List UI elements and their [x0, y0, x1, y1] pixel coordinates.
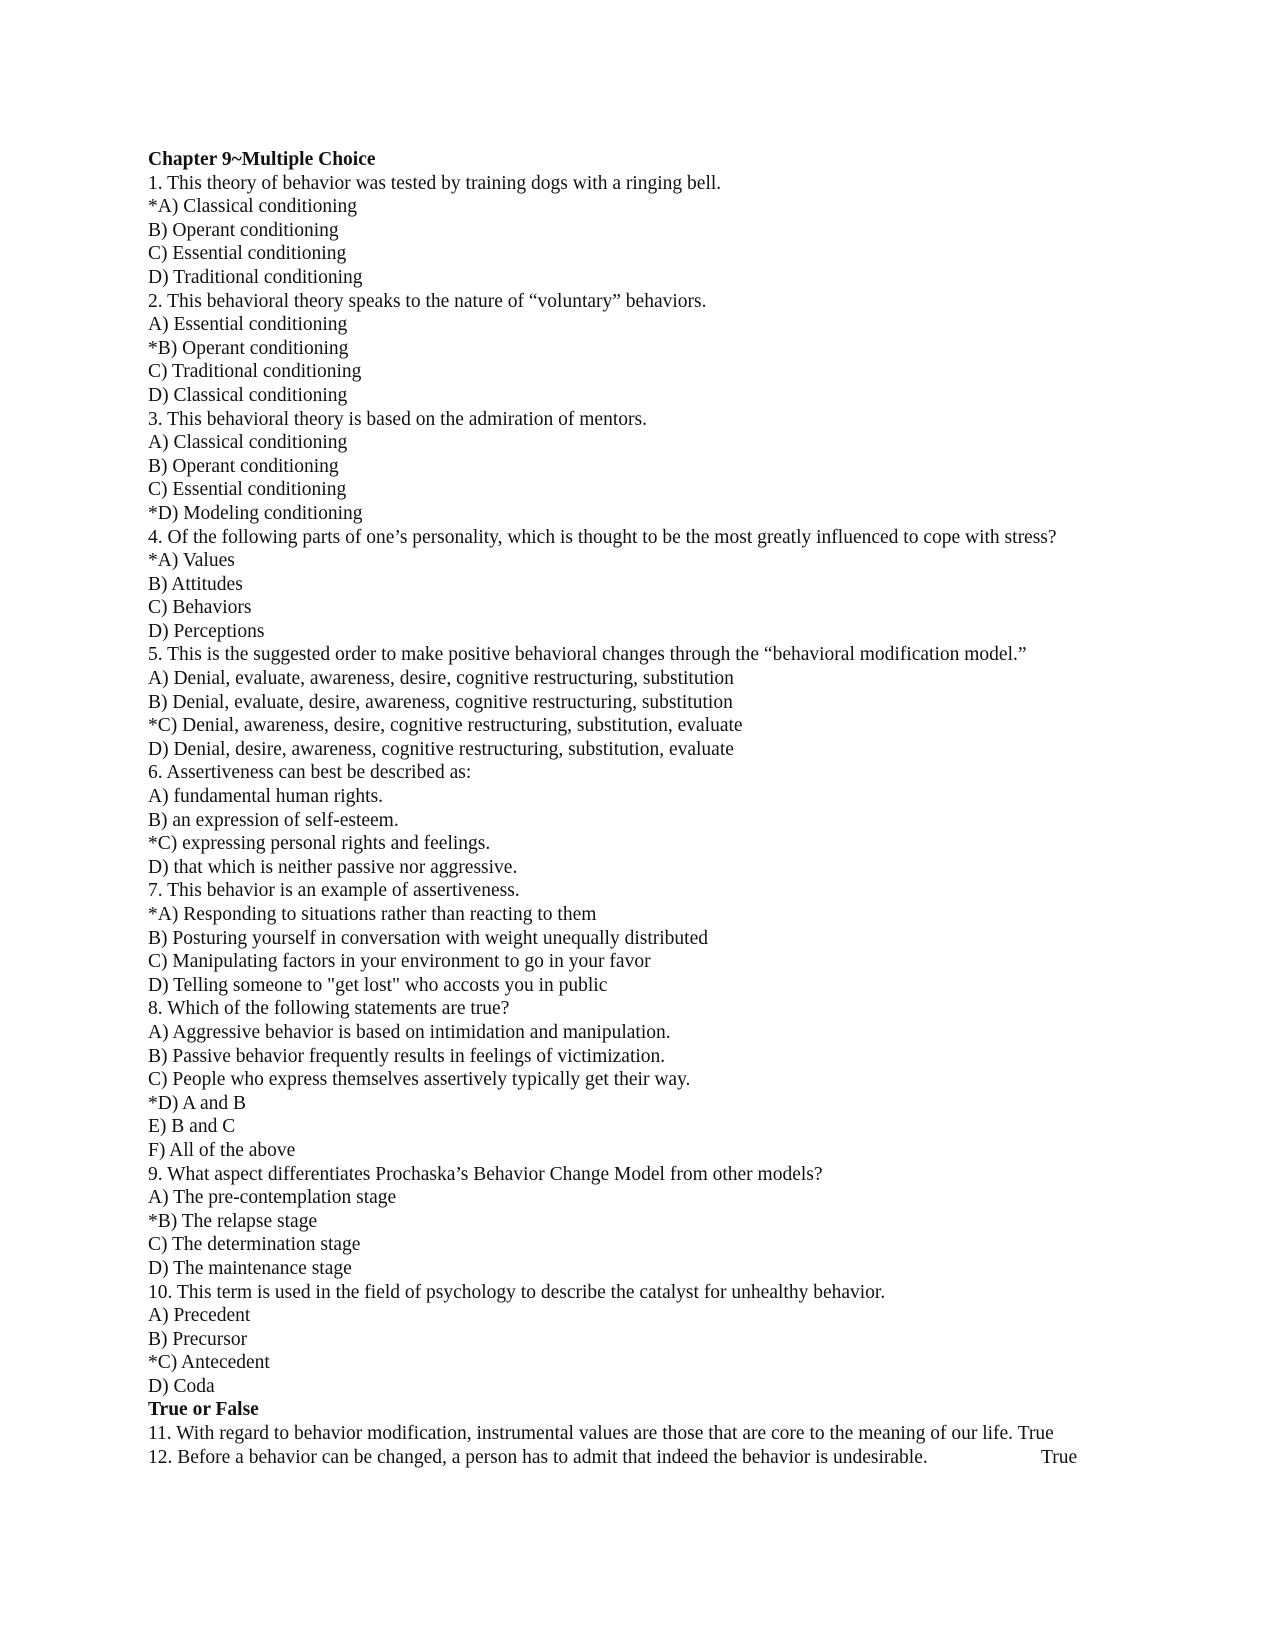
question-stem: 5. This is the suggested order to make positive behavioral changes through the “behavioral modification model.” — [148, 644, 1027, 666]
question-stem: 6. Assertiveness can best be described as: — [148, 762, 472, 784]
answer-option: B) Operant conditioning — [148, 219, 339, 241]
answer-option: C) People who express themselves assertively typically get their way. — [148, 1069, 691, 1091]
question-block — [148, 1163, 1238, 1281]
document-body — [148, 148, 1238, 1469]
answer-option: *A) Responding to situations rather than reacting to them — [148, 904, 597, 925]
answer-option: D) Classical conditioning — [148, 384, 348, 406]
question-block — [148, 997, 1238, 1162]
answer-option: B) an expression of self-esteem. — [148, 809, 399, 831]
answer-option: *D) A and B — [148, 1092, 247, 1114]
answer-option: B) Attitudes — [148, 573, 243, 595]
question-stem: 8. Which of the following statements are true? — [148, 998, 510, 1020]
answer-option: D) that which is neither passive nor aggressive. — [148, 856, 518, 878]
answer-option: D) Telling someone to "get lost" who accosts you in public — [148, 974, 608, 996]
answer-option: A) The pre-contemplation stage — [148, 1187, 397, 1209]
question-block — [148, 643, 1238, 761]
answer-option: D) Perceptions — [148, 620, 265, 642]
answer-option: *D) Modeling conditioning — [148, 502, 363, 524]
answer-option: C) Manipulating factors in your environment to go in your favor — [148, 951, 651, 973]
answer-option: D) Traditional conditioning — [148, 266, 363, 288]
answer-option: A) Precedent — [148, 1305, 251, 1327]
answer-option: *C) Antecedent — [148, 1352, 270, 1374]
answer-option: B) Passive behavior frequently results in feelings of victimization. — [148, 1045, 666, 1067]
section-heading-multiple-choice: Chapter 9~Multiple Choice — [148, 149, 376, 170]
answer-option: *A) Values — [148, 550, 235, 572]
question-block — [148, 761, 1238, 879]
answer-option: *A) Classical conditioning — [148, 196, 358, 218]
answer-option: A) Aggressive behavior is based on intimidation and manipulation. — [148, 1021, 671, 1043]
question-block — [148, 526, 1238, 644]
question-block — [148, 879, 1238, 997]
question-block — [148, 408, 1238, 526]
answer-option: A) Classical conditioning — [148, 432, 348, 454]
answer-option: D) The maintenance stage — [148, 1257, 352, 1279]
answer-option: C) Essential conditioning — [148, 479, 347, 501]
answer-option: F) All of the above — [148, 1139, 296, 1161]
answer-option: A) Denial, evaluate, awareness, desire, cognitive restructuring, substitution — [148, 668, 734, 690]
answer-option: *C) expressing personal rights and feelings. — [148, 833, 491, 855]
answer-option: *B) The relapse stage — [148, 1210, 318, 1232]
answer-option: A) Essential conditioning — [148, 314, 348, 336]
answer-option: D) Denial, desire, awareness, cognitive restructuring, substitution, evaluate — [148, 738, 734, 760]
question-stem: 9. What aspect differentiates Prochaska’s Behavior Change Model from other models? — [148, 1163, 823, 1185]
answer-option: B) Posturing yourself in conversation with weight unequally distributed — [148, 927, 709, 949]
true-false-item — [148, 1422, 1238, 1446]
question-stem: 10. This term is used in the field of psychology to describe the catalyst for unhealthy behavior. — [148, 1281, 886, 1303]
true-false-item — [148, 1446, 1238, 1470]
question-stem: 4. Of the following parts of one’s personality, which is thought to be the most greatly influenced to cope with stress? — [148, 526, 1057, 548]
question-block — [148, 290, 1238, 408]
answer-option: C) Essential conditioning — [148, 243, 347, 265]
question-stem: 1. This theory of behavior was tested by training dogs with a ringing bell. — [148, 172, 722, 194]
question-stem: 3. This behavioral theory is based on the admiration of mentors. — [148, 408, 647, 430]
section-heading-true-false: True or False — [148, 1399, 259, 1421]
question-stem: 2. This behavioral theory speaks to the nature of “voluntary” behaviors. — [148, 290, 707, 312]
answer-option: D) Coda — [148, 1375, 215, 1397]
answer-option: C) Traditional conditioning — [148, 361, 362, 383]
true-false-statement: 12. Before a behavior can be changed, a person has to admit that indeed the behavior is undesirable. — [148, 1446, 928, 1468]
question-block — [148, 172, 1238, 290]
answer-option: C) The determination stage — [148, 1234, 361, 1256]
answer-option: *B) Operant conditioning — [148, 337, 349, 359]
question-stem: 7. This behavior is an example of assertiveness. — [148, 880, 520, 902]
true-false-answer: True — [1017, 1423, 1054, 1445]
answer-option: *C) Denial, awareness, desire, cognitive restructuring, substitution, evaluate — [148, 715, 743, 737]
answer-option: A) fundamental human rights. — [148, 786, 384, 808]
answer-option: B) Operant conditioning — [148, 455, 339, 477]
answer-option: E) B and C — [148, 1116, 236, 1138]
true-false-answer: True — [1041, 1446, 1078, 1468]
answer-option: B) Denial, evaluate, desire, awareness, cognitive restructuring, substitution — [148, 691, 733, 713]
question-block — [148, 1281, 1238, 1399]
answer-option: B) Precursor — [148, 1328, 248, 1350]
true-false-statement: 11. With regard to behavior modification, instrumental values are those that are core to the meaning of our life. — [148, 1423, 1014, 1445]
answer-option: C) Behaviors — [148, 597, 252, 619]
